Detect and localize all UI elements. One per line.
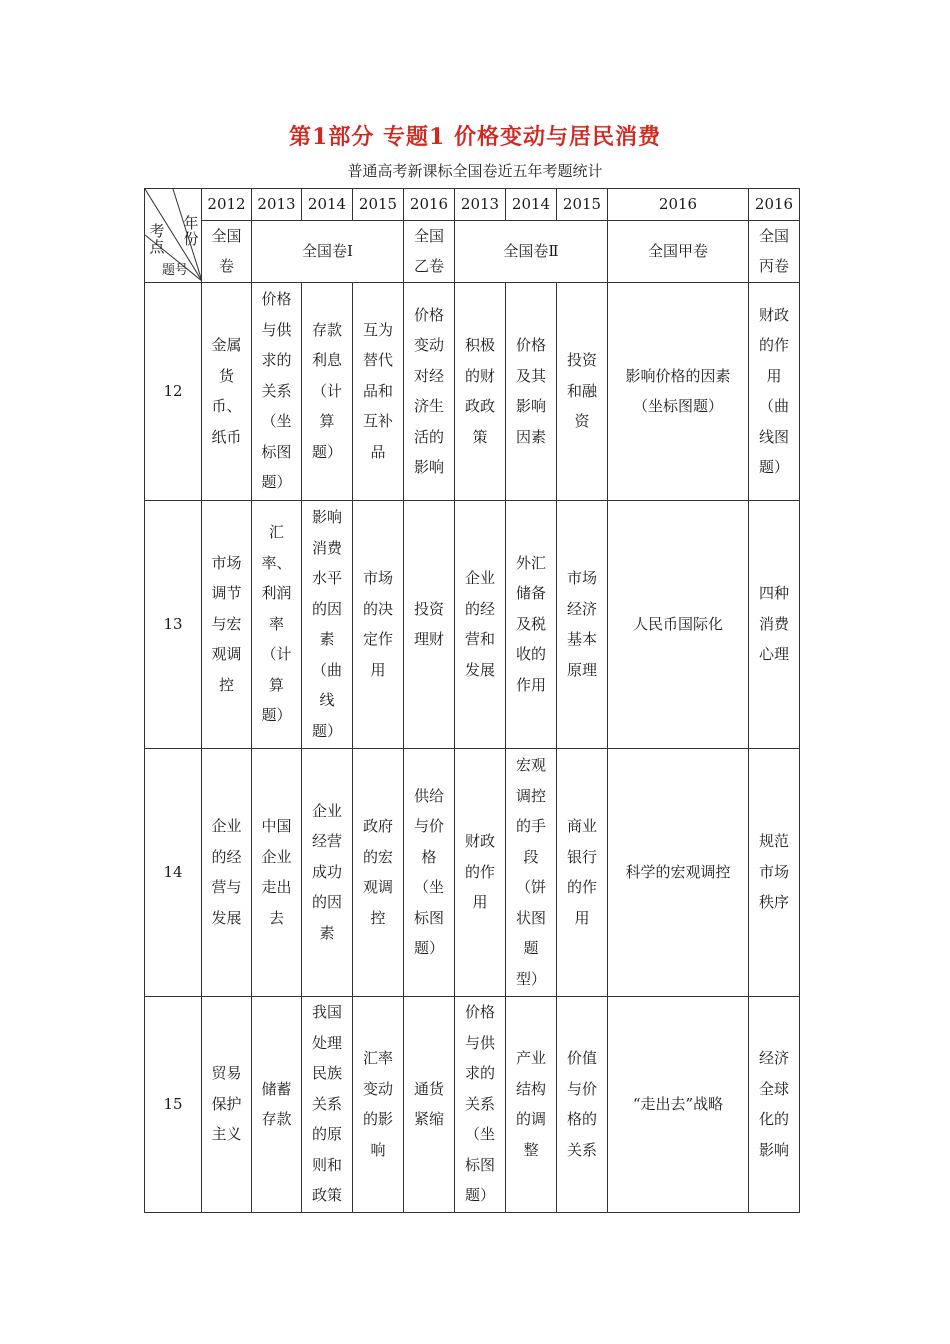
topic-text: 商业银行的作用 — [566, 817, 597, 927]
topic-cell — [353, 500, 404, 748]
topic-cell — [557, 996, 608, 1212]
topic-cell — [455, 996, 506, 1212]
topic-text: 财政的作用 — [464, 832, 495, 912]
corner-header-cell — [145, 189, 202, 283]
topic-text: 市场经济基本原理 — [566, 569, 597, 679]
year-cell: 2014 — [506, 189, 557, 221]
topic-cell — [608, 282, 749, 500]
topic-text: 科学的宏观调控 — [625, 862, 731, 881]
table-row — [145, 282, 800, 500]
topic-cell — [557, 282, 608, 500]
topic-text: 影响价格的因素（坐标图题） — [625, 366, 731, 415]
topic-text: 汇率、利润率（计算题） — [261, 523, 292, 725]
topic-cell — [302, 748, 353, 996]
topic-text: 互为替代品和互补品 — [362, 320, 393, 461]
year-cell: 2012 — [202, 189, 252, 221]
paper-cell — [455, 220, 608, 282]
topic-text: 投资理财 — [413, 599, 444, 648]
topic-cell — [353, 748, 404, 996]
topic-text: 财政的作用（曲线图题） — [758, 305, 789, 476]
year-cell: 2016 — [608, 189, 749, 221]
topic-cell — [557, 500, 608, 748]
table-row — [145, 748, 800, 996]
topic-cell — [749, 996, 800, 1212]
topic-text: 存款利息（计算题） — [311, 320, 342, 461]
page-title: 第1部分 专题1 价格变动与居民消费 — [289, 124, 661, 150]
topic-cell — [302, 996, 353, 1212]
topic-cell — [353, 282, 404, 500]
topic-cell — [455, 282, 506, 500]
topic-text: 影响消费水平的因素（曲线题） — [311, 508, 342, 740]
paper-cell — [252, 220, 404, 282]
year-cell: 2013 — [252, 189, 302, 221]
topic-text: 价格与供求的关系（坐标图题） — [261, 290, 292, 492]
topic-text: 投资和融资 — [566, 351, 597, 431]
topic-text: 价格及其影响因素 — [515, 336, 546, 446]
topic-cell — [749, 748, 800, 996]
topic-text: 外汇储备及税收的作用 — [515, 553, 546, 694]
table-row — [145, 500, 800, 748]
topic-text: 贸易保护主义 — [211, 1064, 242, 1144]
topic-text: 政府的宏观调控 — [362, 817, 393, 927]
year-cell: 2014 — [302, 189, 353, 221]
topic-text: 我国处理民族关系的原则和政策 — [311, 1003, 342, 1205]
topic-cell — [202, 748, 252, 996]
topic-cell — [608, 748, 749, 996]
topic-text: 市场调节与宏观调控 — [211, 553, 242, 694]
topic-cell — [252, 500, 302, 748]
exam-statistics-table — [144, 188, 800, 1213]
topic-cell — [252, 748, 302, 996]
topic-cell — [506, 748, 557, 996]
topic-text: 中国企业走出去 — [261, 817, 292, 927]
topic-text: 企业的经营与发展 — [211, 817, 242, 927]
year-cell: 2016 — [749, 189, 800, 221]
topic-text: 积极的财政政策 — [464, 336, 495, 446]
year-header-row — [145, 189, 800, 221]
topic-cell — [404, 500, 455, 748]
paper-header-row — [145, 220, 800, 282]
paper-label: 全国乙卷 — [413, 226, 444, 275]
question-number-cell: 15 — [145, 996, 202, 1212]
topic-text: 通货紧缩 — [413, 1079, 444, 1128]
topic-text: 市场的决定作用 — [362, 569, 393, 679]
question-number-cell: 13 — [145, 500, 202, 748]
topic-text: 经济全球化的影响 — [758, 1049, 789, 1159]
year-cell: 2015 — [557, 189, 608, 221]
topic-cell — [252, 282, 302, 500]
topic-text: 四种消费心理 — [758, 584, 789, 664]
paper-cell — [404, 220, 455, 282]
topic-cell — [353, 996, 404, 1212]
topic-cell — [506, 282, 557, 500]
topic-cell — [608, 500, 749, 748]
topic-cell — [202, 996, 252, 1212]
paper-cell — [202, 220, 252, 282]
topic-cell — [455, 500, 506, 748]
topic-text: 价格变动对经济生活的影响 — [413, 305, 444, 476]
paper-label: 全国丙卷 — [758, 226, 789, 275]
topic-cell — [557, 748, 608, 996]
topic-text: 人民币国际化 — [632, 614, 723, 633]
topic-text: 金属货币、纸币 — [211, 336, 242, 446]
topic-text: 价值与价格的关系 — [566, 1049, 597, 1159]
paper-label: 全国卷Ⅱ — [503, 241, 559, 260]
topic-text: 产业结构的调整 — [515, 1049, 546, 1159]
topic-text: 供给与价格（坐标图题） — [413, 786, 444, 957]
corner-question-no-label: 题号 — [161, 263, 188, 278]
topic-cell — [749, 282, 800, 500]
topic-cell — [202, 500, 252, 748]
topic-text: 价格与供求的关系（坐标图题） — [464, 1003, 495, 1205]
question-number-cell: 14 — [145, 748, 202, 996]
topic-text: 企业的经营和发展 — [464, 569, 495, 679]
topic-text: 企业经营成功的因素 — [311, 801, 342, 942]
topic-cell — [252, 996, 302, 1212]
question-number-cell: 12 — [145, 282, 202, 500]
paper-label: 全国卷Ⅰ — [302, 241, 353, 260]
paper-cell — [749, 220, 800, 282]
topic-cell — [404, 748, 455, 996]
topic-cell — [302, 282, 353, 500]
table-caption: 普通高考新课标全国卷近五年考题统计 — [347, 162, 603, 180]
topic-cell — [506, 996, 557, 1212]
topic-text: 规范市场秩序 — [758, 832, 789, 912]
paper-label: 全国卷 — [211, 226, 242, 275]
year-cell: 2015 — [353, 189, 404, 221]
table-row — [145, 996, 800, 1212]
topic-cell — [506, 500, 557, 748]
topic-cell — [404, 996, 455, 1212]
corner-exam-point-label: 考点 — [149, 222, 165, 256]
topic-text: 汇率变动的影响 — [362, 1049, 393, 1159]
topic-text: “走出去”战略 — [632, 1094, 724, 1113]
topic-cell — [608, 996, 749, 1212]
year-cell: 2013 — [455, 189, 506, 221]
paper-label: 全国甲卷 — [647, 241, 708, 260]
corner-year-label: 年份 — [183, 214, 199, 248]
topic-cell — [455, 748, 506, 996]
topic-text: 储蓄存款 — [261, 1079, 292, 1128]
topic-text: 宏观调控的手段（饼状图题型） — [515, 756, 546, 988]
topic-cell — [202, 282, 252, 500]
paper-cell — [608, 220, 749, 282]
topic-cell — [749, 500, 800, 748]
topic-cell — [302, 500, 353, 748]
topic-cell — [404, 282, 455, 500]
year-cell: 2016 — [404, 189, 455, 221]
